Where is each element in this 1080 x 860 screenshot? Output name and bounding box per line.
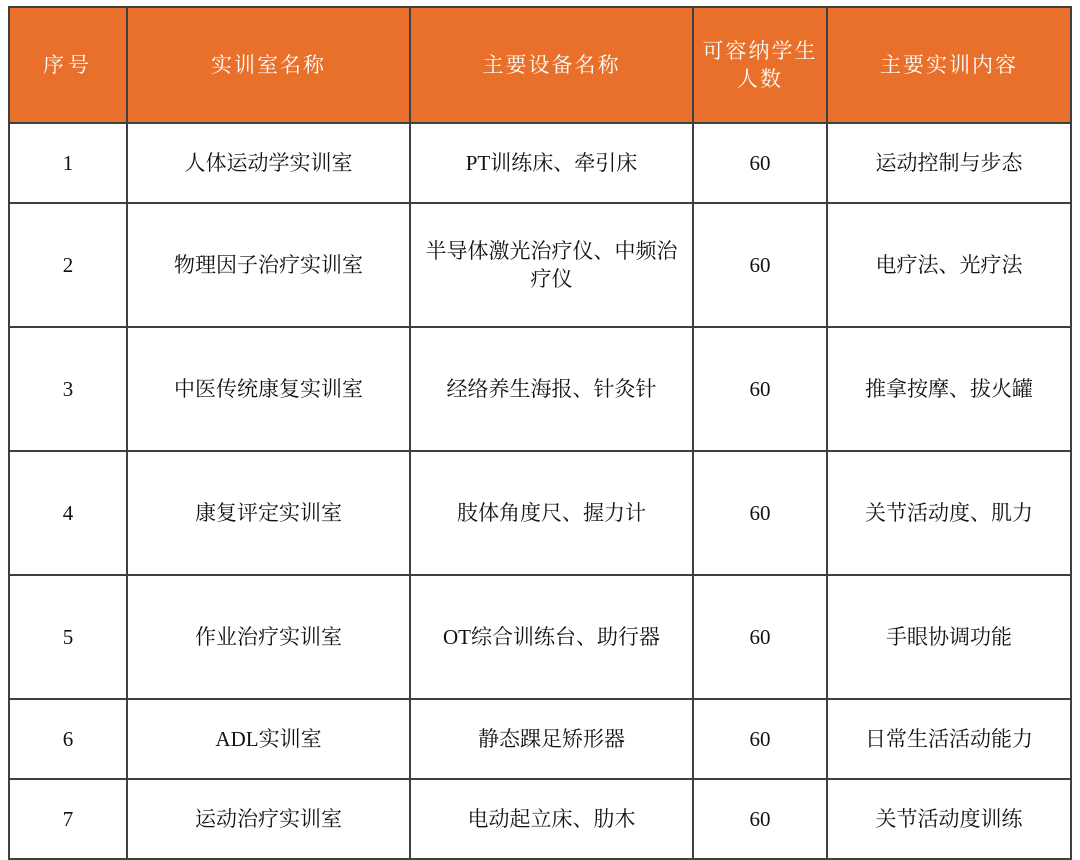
cell-content: 推拿按摩、拔火罐 xyxy=(827,327,1071,451)
cell-content: 手眼协调功能 xyxy=(827,575,1071,699)
cell-equipment: PT训练床、牵引床 xyxy=(410,123,693,203)
cell-lab-name: 康复评定实训室 xyxy=(127,451,410,575)
header-row xyxy=(9,7,1071,123)
table-row xyxy=(9,203,1071,327)
cell-lab-name: 人体运动学实训室 xyxy=(127,123,410,203)
cell-lab-name: 运动治疗实训室 xyxy=(127,779,410,859)
cell-capacity: 60 xyxy=(693,123,827,203)
table-row xyxy=(9,451,1071,575)
table-body xyxy=(9,123,1071,859)
header-cell-equipment: 主要设备名称 xyxy=(410,7,693,123)
cell-content: 运动控制与步态 xyxy=(827,123,1071,203)
cell-no: 4 xyxy=(9,451,127,575)
header-cell-no: 序号 xyxy=(9,7,127,123)
cell-no: 2 xyxy=(9,203,127,327)
cell-content: 关节活动度、肌力 xyxy=(827,451,1071,575)
cell-content: 日常生活活动能力 xyxy=(827,699,1071,779)
cell-content: 关节活动度训练 xyxy=(827,779,1071,859)
cell-lab-name: 物理因子治疗实训室 xyxy=(127,203,410,327)
cell-no: 1 xyxy=(9,123,127,203)
cell-lab-name: ADL实训室 xyxy=(127,699,410,779)
cell-lab-name: 作业治疗实训室 xyxy=(127,575,410,699)
cell-no: 3 xyxy=(9,327,127,451)
table-row xyxy=(9,123,1071,203)
table-row xyxy=(9,575,1071,699)
table-row xyxy=(9,699,1071,779)
cell-capacity: 60 xyxy=(693,327,827,451)
cell-capacity: 60 xyxy=(693,203,827,327)
cell-no: 7 xyxy=(9,779,127,859)
cell-equipment: 半导体激光治疗仪、中频治疗仪 xyxy=(410,203,693,327)
cell-equipment: 肢体角度尺、握力计 xyxy=(410,451,693,575)
cell-equipment: 静态踝足矫形器 xyxy=(410,699,693,779)
cell-content: 电疗法、光疗法 xyxy=(827,203,1071,327)
header-cell-name: 实训室名称 xyxy=(127,7,410,123)
cell-equipment: OT综合训练台、助行器 xyxy=(410,575,693,699)
header-cell-content: 主要实训内容 xyxy=(827,7,1071,123)
cell-no: 5 xyxy=(9,575,127,699)
cell-equipment: 经络养生海报、针灸针 xyxy=(410,327,693,451)
cell-capacity: 60 xyxy=(693,575,827,699)
cell-capacity: 60 xyxy=(693,699,827,779)
cell-capacity: 60 xyxy=(693,779,827,859)
cell-no: 6 xyxy=(9,699,127,779)
cell-equipment: 电动起立床、肋木 xyxy=(410,779,693,859)
cell-lab-name: 中医传统康复实训室 xyxy=(127,327,410,451)
table-header xyxy=(9,7,1071,123)
table-row xyxy=(9,779,1071,859)
training-lab-table xyxy=(8,6,1072,860)
table-row xyxy=(9,327,1071,451)
header-cell-capacity: 可容纳学生人数 xyxy=(693,7,827,123)
cell-capacity: 60 xyxy=(693,451,827,575)
